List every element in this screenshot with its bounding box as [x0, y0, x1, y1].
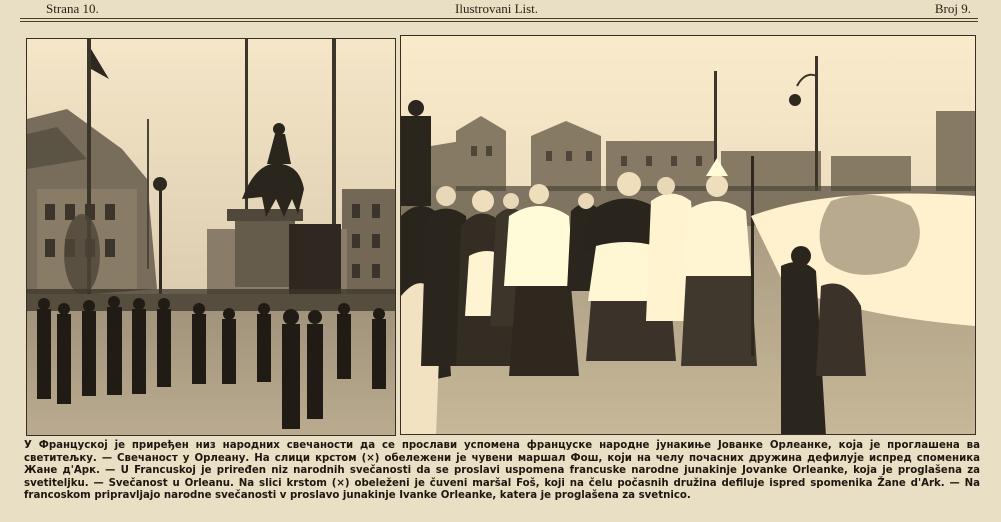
photo-statue-procession-image [27, 39, 395, 435]
page-header [0, 0, 1001, 18]
caption-slovene: — Na francoskom pripravljajo narodne svečanosti v proslavo junakinje Ivanke Orleanke, katera je proglašena za svetnico. [24, 477, 981, 502]
publication-title: Ilustrovani List. [455, 1, 539, 16]
photo-clergy-procession [400, 35, 976, 435]
issue-number: Broj 9. [934, 1, 971, 16]
page-number: Strana 10. [46, 1, 99, 16]
header-rule [20, 18, 978, 19]
photo-caption [24, 440, 980, 503]
caption-cyrillic: У Француској је приређен низ народних свечаности да се прослави успомена француске народне јунакиње Јованке Орлеанке, која је проглашена ва светитељку. — Свечаност у Орлеану. На слици крстом (×) обележени је чувени маршал Фош, који на челу почасних дружина дефилује испред споменика Жане д'Арк. [24, 440, 980, 477]
caption-croatian: — U Francuskoj je priređen niz narodnih svečanosti da se proslavi uspomena francuske narodne junakinje Jovanke Orleanke, koja je proglašena za svetiteljku. — Svečanost u Orleanu. Na slici krstom (×) obeleženi je čuveni maršal Foš, koji na čelu počasnih družina defiluje ispred spomenika Žane d'Ark. [24, 465, 981, 489]
photo-statue-procession [26, 38, 396, 436]
header-rule-double [20, 21, 978, 22]
photo-clergy-procession-image [401, 36, 975, 434]
